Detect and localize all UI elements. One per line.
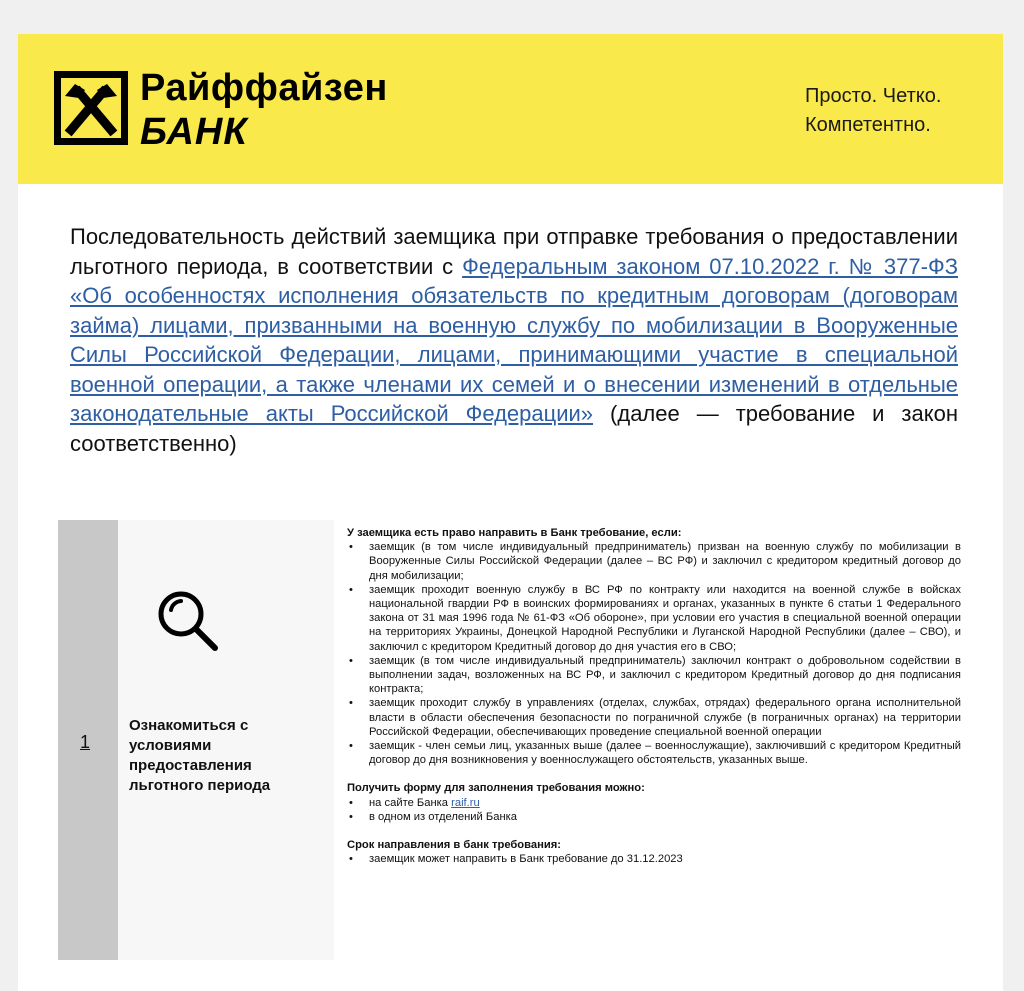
- form-heading: Получить форму для заполнения требования можно:: [347, 782, 645, 795]
- form-list: [347, 796, 961, 824]
- slogan-line-2: Компетентно.: [805, 114, 931, 136]
- brand-name: Райффайзен: [140, 67, 388, 109]
- raif-link[interactable]: raif.ru: [451, 796, 480, 809]
- list-item: • заемщик (в том числе индивидуальный предприниматель) призван на военную службу по мобилизации в Вооруженные Силы Российской Федерации (далее – ВС РФ) и заключил с кредитором кредитный договор до дня мобилизации;: [347, 540, 961, 583]
- intro-lead: Последовательность действий заемщика при отправке требования о предоставлении льготного периода, в соответствии с: [70, 224, 958, 279]
- step-number: 1: [80, 732, 91, 752]
- slogan: [805, 82, 941, 140]
- slogan-line-1: Просто. Четко.: [805, 85, 942, 107]
- rights-list: [347, 540, 961, 767]
- deadline-heading: Срок направления в банк требования:: [347, 839, 561, 852]
- magnifier-icon: [155, 588, 225, 663]
- brand-bank: БАНК: [140, 111, 248, 153]
- intro-paragraph: [70, 222, 958, 458]
- intro-tail: (далее — требование и закон соответственно): [70, 401, 959, 456]
- list-item: • заемщик может направить в Банк требование до 31.12.2023: [347, 852, 961, 866]
- list-item: • заемщик (в том числе индивидуальный предприниматель) заключил контракт о добровольном содействии в выполнении задач, возложенных на ВС РФ, и заключил с кредитором Кредитный договор до дня подписания контракта;: [347, 654, 961, 697]
- list-item: • заемщик проходит службу в управлениях (отделах, службах, отрядах) федерального органа исполнительной власти в области обеспечения безопасности по пограничной службе (в пограничных органах) на территории Российской Федерации, обеспечивающих проведение специальной военной операции: [347, 696, 961, 739]
- form-item-prefix: на сайте Банка: [369, 796, 452, 809]
- federal-law-link[interactable]: Федеральным законом 07.10.2022 г. № 377-ФЗ «Об особенностях исполнения обязательств по кредитным договорам (договорам займа) лицами, призванными на военную службу по мобилизации в Вооруженные Силы Российской Федерации, лицами, принимающими участие в специальной военной операции, а также членами их семей и о внесении изменений в отдельные законодательные акты Российской Федерации»: [70, 253, 958, 426]
- step-title: Ознакомиться с условиями предоставления льготного периода: [129, 717, 271, 794]
- list-item: • заемщик проходит военную службу в ВС РФ по контракту или находится на военной службе в войсках национальной гвардии РФ в воинских формированиях и органах, указанных в пункте 6 статьи 1 Федерального закона от 31 мая 1996 года № 61-ФЗ «Об обороне», при условии его участия в специальной военной операции на территориях Украины, Донецкой Народной Республики и Луганской Народной Республики (далее – СВО), и заключил с кредитором Кредитный договор до дня участия его в СВО;: [347, 583, 961, 654]
- step-details: [347, 526, 961, 866]
- raiffeisen-logo: [54, 71, 128, 145]
- list-item: • в одном из отделений Банка: [347, 810, 961, 824]
- list-item: • заемщик - член семьи лиц, указанных выше (далее – военнослужащие), заключивший с кредитором Кредитный договор до дня возникновения у военнослужащего обстоятельств, указанных выше.: [347, 739, 961, 767]
- list-item: [347, 796, 961, 810]
- crossed-horse-heads-icon: [61, 78, 121, 138]
- deadline-list: [347, 852, 961, 866]
- rights-heading: У заемщика есть право направить в Банк требование, если:: [347, 527, 682, 539]
- document-page: [18, 34, 1003, 991]
- header-banner: [18, 34, 1003, 184]
